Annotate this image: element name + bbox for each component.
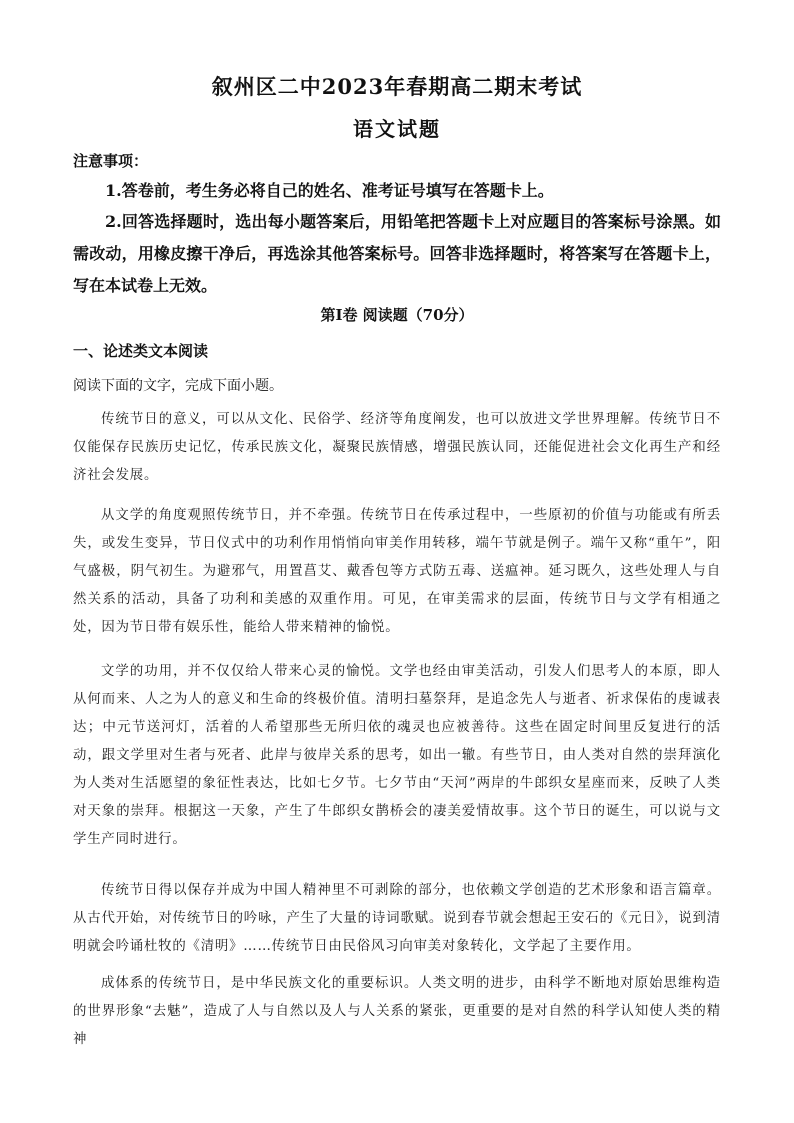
notice-label: 注意事项： xyxy=(73,152,149,170)
exam-subtitle: 语文试题 xyxy=(353,117,441,141)
notice-item-2: 2.回答选择题时，选出每小题答案后，用铅笔把答题卡上对应题目的答案标号涂黑。如需改动，用橡皮擦干净后，再选涂其他答案标号。回答非选择题时，将答案写在答题卡上，写在本试卷上无效。 xyxy=(73,212,721,295)
passage-paragraph-2: 从文学的角度观照传统节日，并不牵强。传统节日在传承过程中，一些原初的价值与功能或有所丢失，或发生变异，节日仪式中的功利作用悄悄向审美作用转移，端午节就是例子。端午又称“重午”，阳气盛极，阴气初生。为避邪气，用置菖艾、戴香包等方式防五毒、送瘟神。延习既久，这些处理人与自然关系的活动，具备了功利和美感的双重作用。可见，在审美需求的层面，传统节日与文学有相通之处，因为节日带有娱乐性，能给人带来精神的愉悦。 xyxy=(73,508,721,635)
exam-title: 叙州区二中2023年春期高二期末考试 xyxy=(211,74,583,99)
passage-paragraph-4: 传统节日得以保存并成为中国人精神里不可剥除的部分，也依赖文学创造的艺术形象和语言篇章。从古代开始，对传统节日的吟咏，产生了大量的诗词歌赋。说到春节就会想起王安石的《元日》，说到清明就会吟诵杜牧的《清明》……传统节日由民俗风习向审美对象转化，文学起了主要作用。 xyxy=(73,883,721,954)
notice-item-1: 1.答卷前，考生务必将自己的姓名、准考证号填写在答题卡上。 xyxy=(105,181,554,200)
passage-paragraph-1: 传统节日的意义，可以从文化、民俗学、经济等角度阐发，也可以放进文学世界理解。传统节日不仅能保存民族历史记忆，传承民族文化，凝聚民族情感，增强民族认同，还能促进社会文化再生产和经济社会发展。 xyxy=(73,412,721,483)
passage-paragraph-5: 成体系的传统节日，是中华民族文化的重要标识。人类文明的进步，由科学不断地对原始思维构造的世界形象“去魅”，造成了人与自然以及人与人关系的紧张，更重要的是对自然的科学认知使人类的精神 xyxy=(73,976,721,1047)
section-heading: 一、论述类文本阅读 xyxy=(73,342,209,360)
part-heading: 第Ⅰ卷 阅读题（70分） xyxy=(320,306,474,324)
passage-paragraph-3: 文学的功用，并不仅仅给人带来心灵的愉悦。文学也经由审美活动，引发人们思考人的本原，即人从何而来、人之为人的意义和生命的终极价值。清明扫墓祭拜，是追念先人与逝者、祈求保佑的虔诚表达；中元节送河灯，活着的人希望那些无所归依的魂灵也应被善待。这些在固定时间里反复进行的活动，跟文学里对生者与死者、此岸与彼岸关系的思考，如出一辙。有些节日，由人类对自然的崇拜演化为人类对生活愿望的象征性表达，比如七夕节。七夕节由“天河”两岸的牛郎织女星座而来，反映了人类对天象的崇拜。根据这一天象，产生了牛郎织女鹊桥会的凄美爱情故事。这个节日的诞生，可以说与文学生产同时进行。 xyxy=(73,664,721,847)
reading-instruction: 阅读下面的文字，完成下面小题。 xyxy=(73,378,283,394)
